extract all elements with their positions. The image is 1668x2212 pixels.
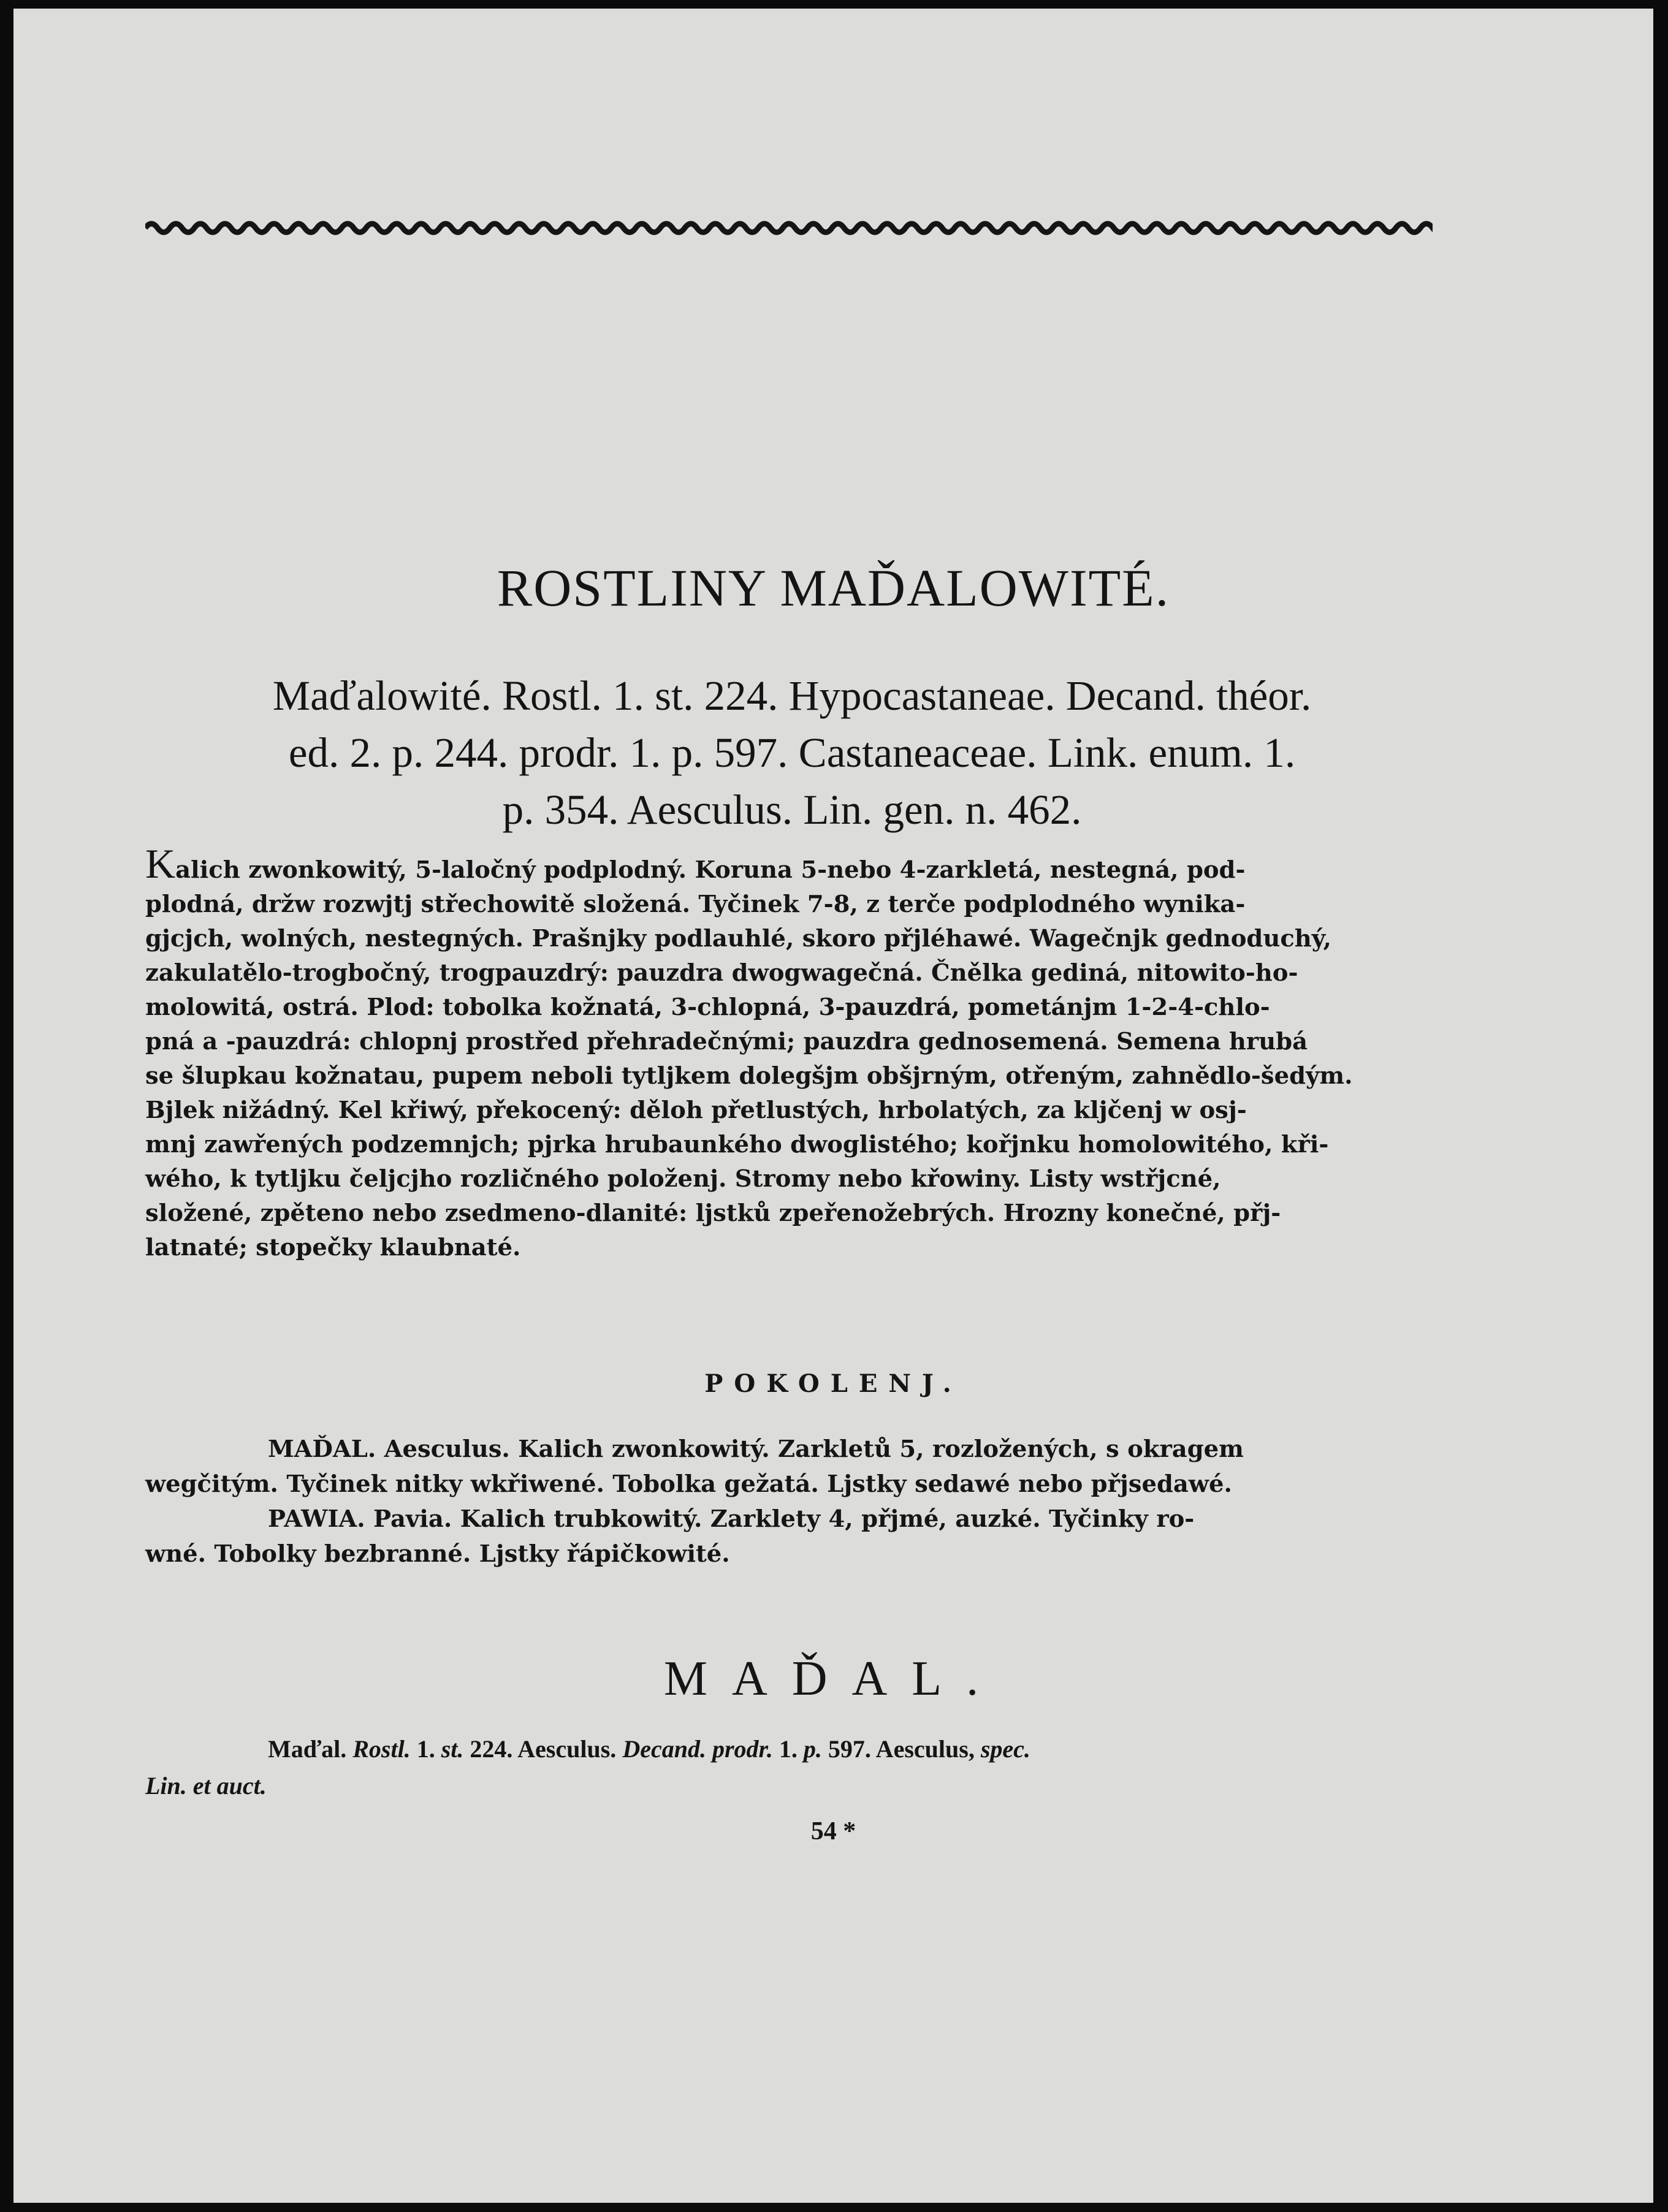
- description-line: molowitá, ostrá. Plod: tobolka kožnatá, 3-chlopná, 3-pauzdrá, pometánjm 1-2-4-chlo-: [145, 994, 1270, 1021]
- description-line: pná a -pauzdrá: chlopnj prostřed přehradečnými; pauzdra gednosemená. Semena hrubá: [145, 1028, 1308, 1055]
- genus-entry-line: MAĎAL. Aesculus. Kalich zwonkowitý. Zarkletů 5, rozložených, s okragem: [268, 1435, 1244, 1463]
- reference-line: Lin. et auct.: [145, 1772, 267, 1800]
- description-line: wého, k tytljku čeljcjho rozličného položenj. Stromy nebo křowiny. Listy wstřjcné,: [145, 1165, 1221, 1193]
- genus-entry-line: wegčitým. Tyčinek nitky wkřiwené. Tobolka gežatá. Ljstky sedawé nebo přjsedawé.: [145, 1470, 1232, 1498]
- genus-references: [145, 1731, 1439, 1804]
- genera-list: [145, 1432, 1439, 1572]
- description-line: plodná, držw rozwjtj střechowitě složená. Tyčinek 7-8, z terče podplodného wynika-: [145, 891, 1246, 918]
- synonymy-block: [145, 667, 1439, 838]
- description-line: se šlupkau kožnatau, pupem neboli tytljkem dolegšjm obšjrným, otřeným, zahnědlo-šedým.: [145, 1062, 1353, 1090]
- section-heading: POKOLENJ.: [704, 1369, 962, 1398]
- description-line: složené, zpěteno nebo zsedmeno-dlanité: ljstků zpeřenožebrých. Hrozny konečné, přj-: [145, 1199, 1281, 1227]
- synonymy-line: ed. 2. p. 244. prodr. 1. p. 597. Castaneaceae. Link. enum. 1.: [288, 729, 1296, 776]
- family-description: [145, 840, 1439, 1265]
- signature-mark: 54 *: [810, 1817, 856, 1845]
- description-line: Bjlek nižádný. Kel křiwý, překocený: děloh přetlustých, hrbolatých, za kljčenj w osj-: [145, 1096, 1247, 1124]
- description-line: zakulatělo-trogbočný, trogpauzdrý: pauzdra dwogwagečná. Čnělka gediná, nitowito-ho-: [145, 959, 1298, 987]
- description-line: mnj zawřených podzemnjch; pjrka hrubaunkého dwoglistého; kořjnku homolowitého, kři-: [145, 1131, 1329, 1158]
- synonymy-line: Maďalowité. Rostl. 1. st. 224. Hypocastaneae. Decand. théor.: [272, 672, 1312, 719]
- genus-entry-line: wné. Tobolky bezbranné. Ljstky řápičkowité.: [145, 1540, 730, 1568]
- description-line: Kalich zwonkowitý, 5-laločný podplodný. Koruna 5-nebo 4-zarkletá, nestegná, pod-: [145, 840, 1246, 887]
- description-line: gjcjch, wolných, nestegných. Prašnjky podlauhlé, skoro přjléhawé. Wagečnjk gednoduchý,: [145, 925, 1331, 952]
- genus-entry-line: PAWIA. Pavia. Kalich trubkowitý. Zarklety 4, přjmé, auzké. Tyčinky ro-: [268, 1505, 1195, 1533]
- description-line: latnaté; stopečky klaubnaté.: [145, 1234, 521, 1261]
- synonymy-line: p. 354. Aesculus. Lin. gen. n. 462.: [502, 786, 1082, 833]
- ornamental-rule: [145, 219, 1433, 237]
- page-title: ROSTLINY MAĎALOWITÉ.: [497, 558, 1170, 617]
- book-page: [13, 9, 1653, 2203]
- drop-initial: K: [145, 840, 176, 887]
- reference-line: Maďal. Rostl. 1. st. 224. Aesculus. Decand. prodr. 1. p. 597. Aesculus, spec.: [268, 1735, 1030, 1763]
- genus-title: MAĎAL.: [663, 1652, 1003, 1706]
